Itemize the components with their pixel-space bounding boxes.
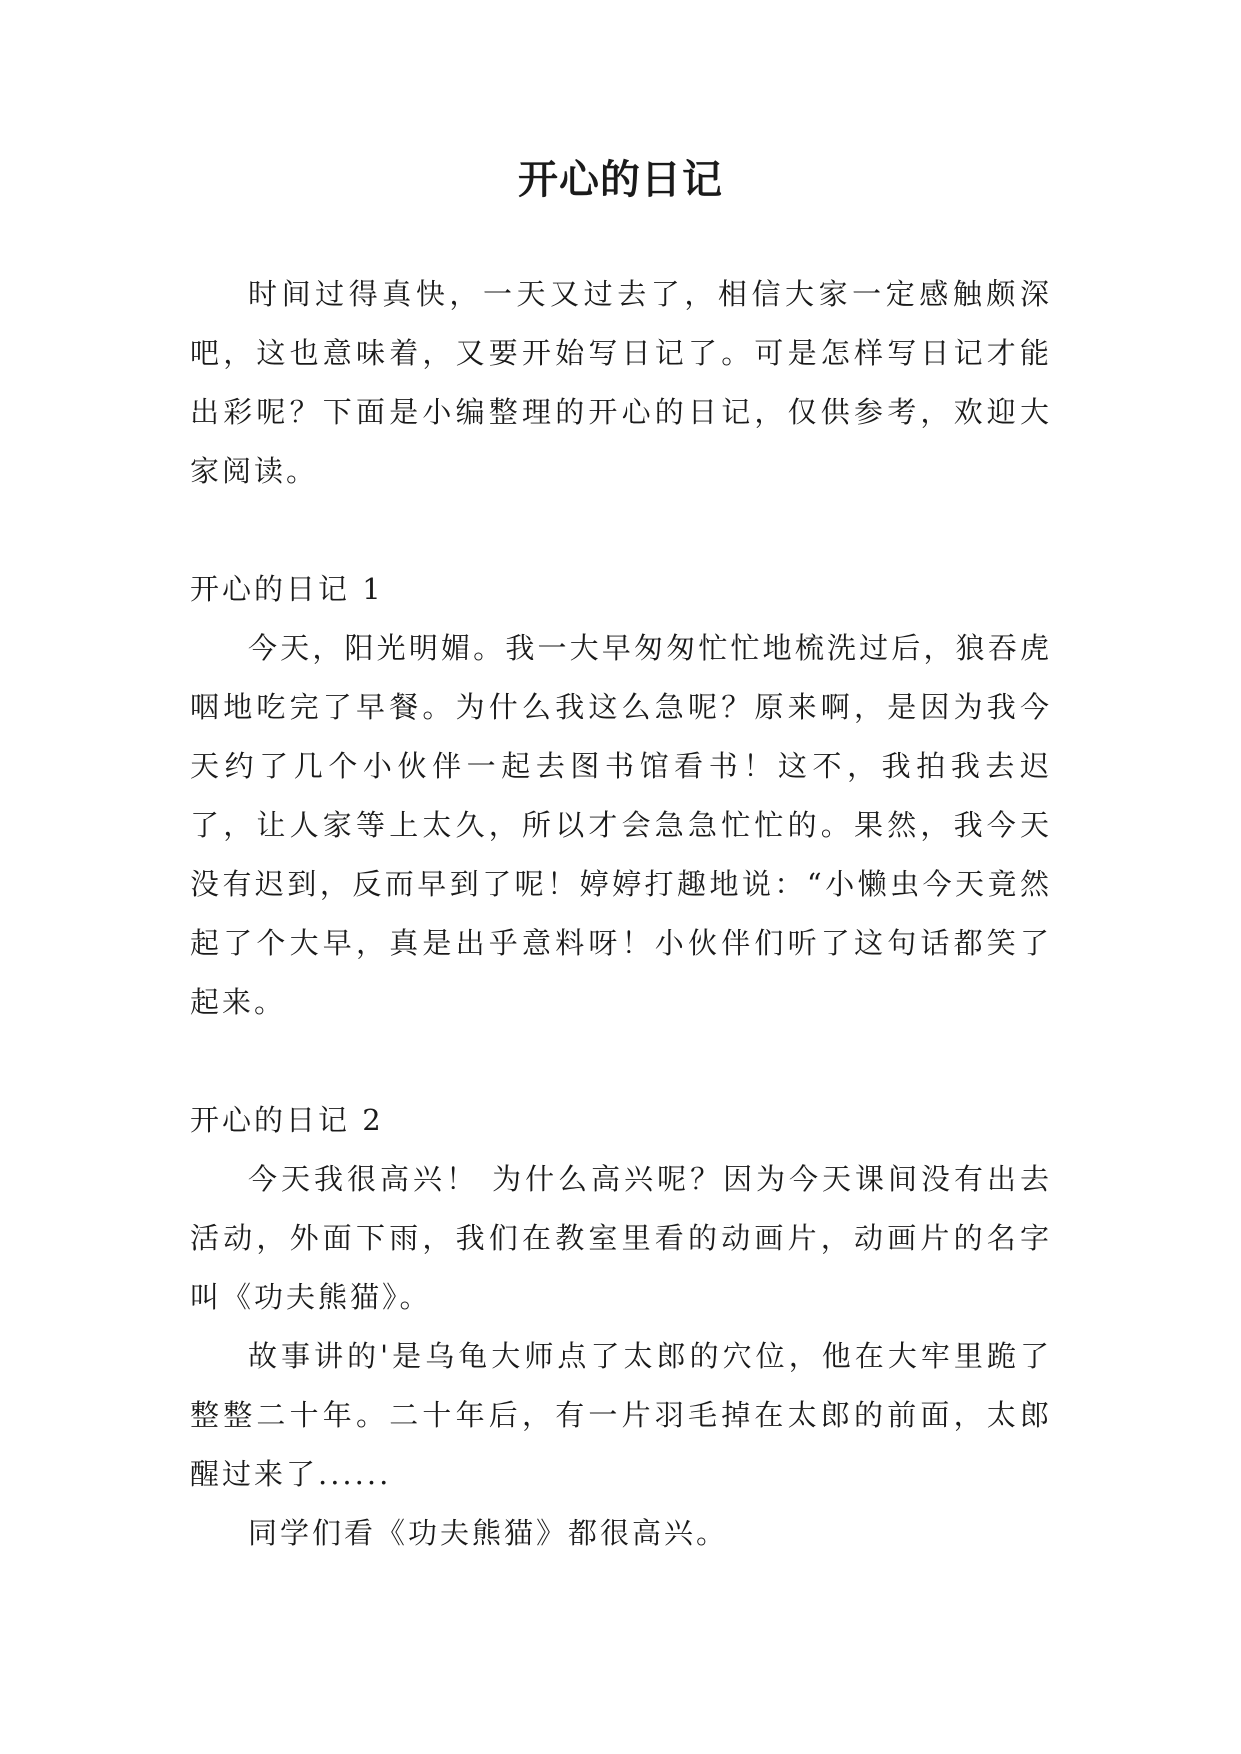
section-1-paragraph-1: 今天，阳光明媚。我一大早匆匆忙忙地梳洗过后，狼吞虎咽地吃完了早餐。为什么我这么急呢？原来啊，是因为我今天约了几个小伙伴一起去图书馆看书！这不，我拍我去迟了，让人家等上太久，所以才会急急忙忙的。果然，我今天没有迟到，反而早到了呢！婷婷打趣地说：“小懒虫今天竟然起了个大早，真是出乎意料呀！小伙伴们听了这句话都笑了起来。	[190, 631, 1052, 1019]
document-title: 开心的日记	[518, 157, 723, 203]
section-2-paragraph-2: 故事讲的'是乌龟大师点了太郎的穴位，他在大牢里跪了整整二十年。二十年后，有一片羽毛掉在太郎的前面，太郎醒过来了......	[190, 1339, 1052, 1491]
document-body	[190, 265, 1052, 1563]
section-gap	[190, 501, 1052, 560]
section-2-paragraph-3: 同学们看《功夫熊猫》都很高兴。	[248, 1516, 729, 1550]
intro-paragraph: 时间过得真快，一天又过去了，相信大家一定感触颇深吧，这也意味着，又要开始写日记了。可是怎样写日记才能出彩呢？下面是小编整理的开心的日记，仅供参考，欢迎大家阅读。	[190, 277, 1052, 488]
section-heading-2: 开心的日记 2	[190, 1103, 384, 1137]
section-heading-1: 开心的日记 1	[190, 572, 384, 606]
section-2-paragraph-1: 今天我很高兴！ 为什么高兴呢？因为今天课间没有出去活动，外面下雨，我们在教室里看的动画片，动画片的名字叫《功夫熊猫》。	[190, 1162, 1052, 1314]
section-gap	[190, 1032, 1052, 1091]
